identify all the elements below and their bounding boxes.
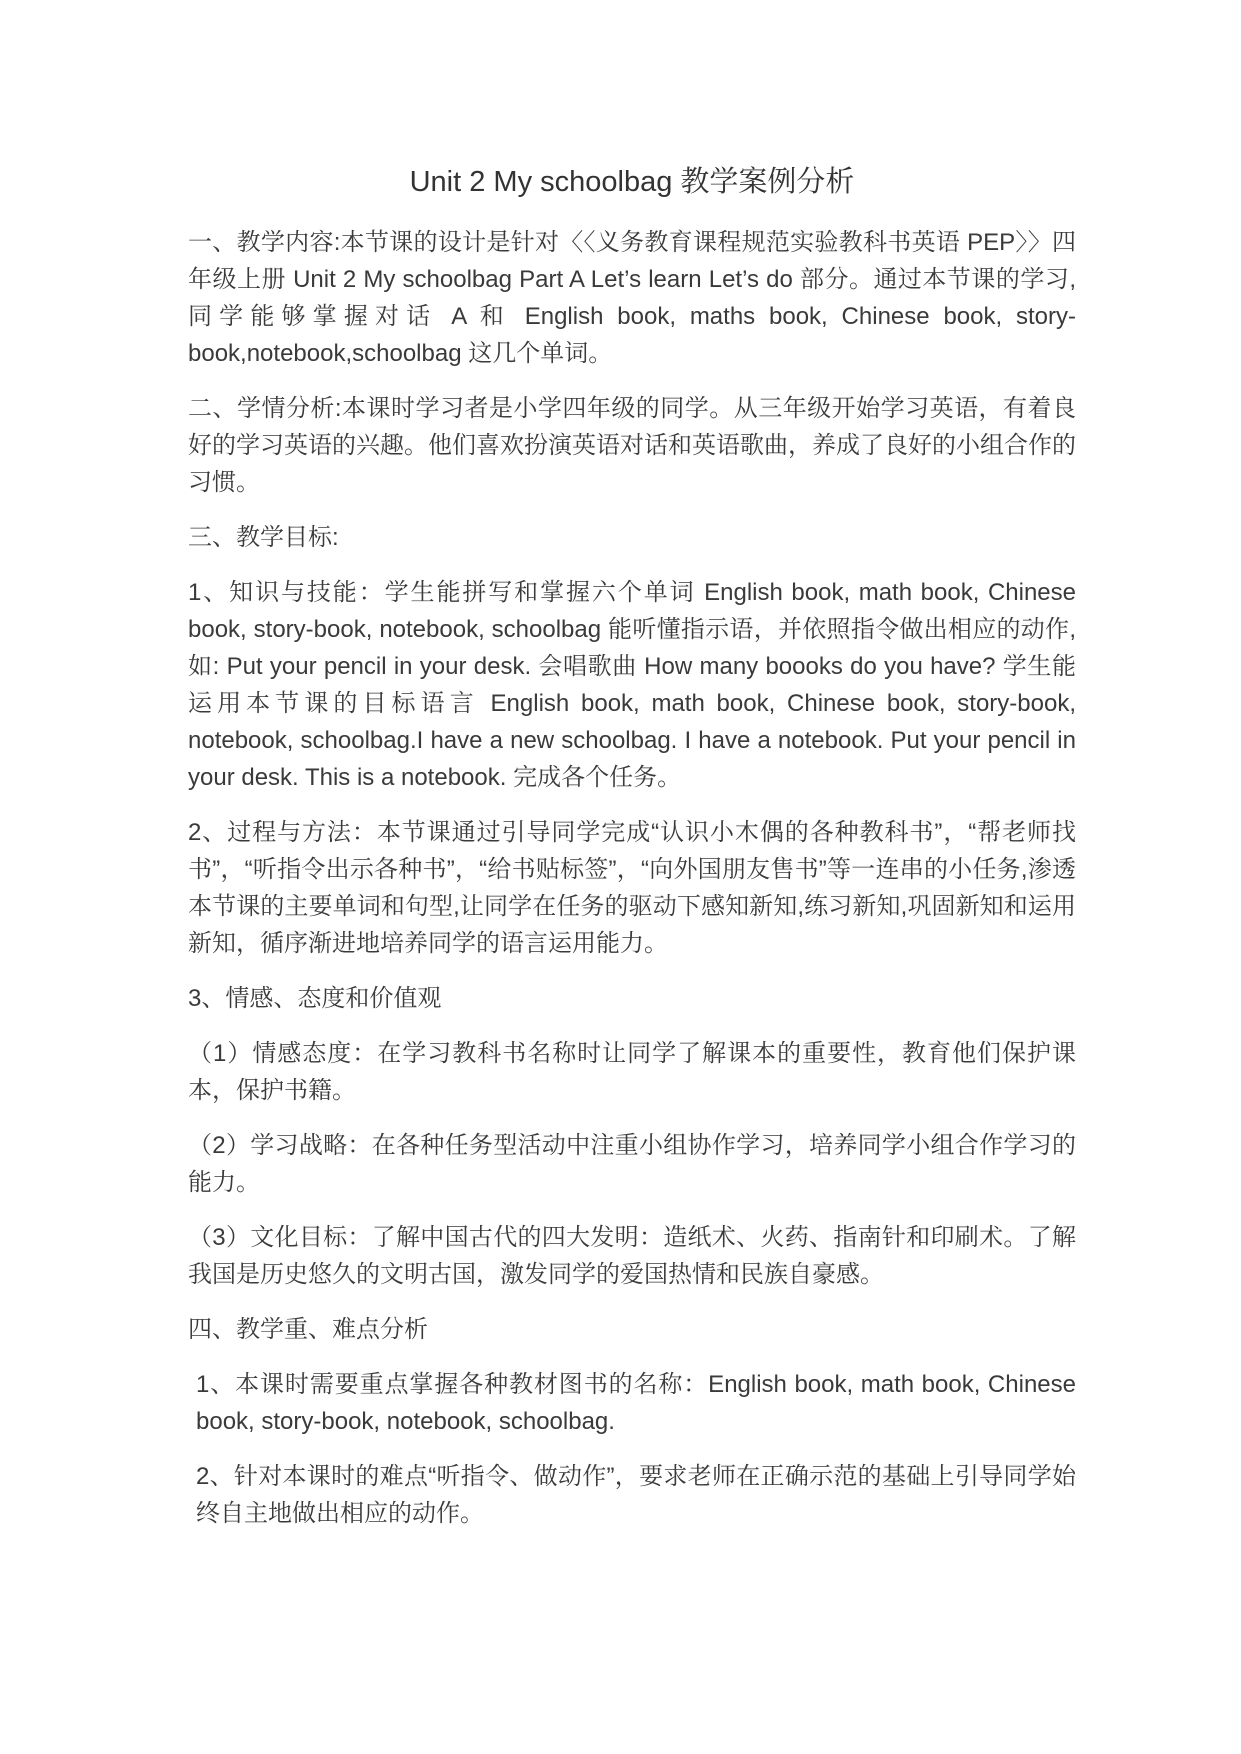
section-learner-analysis: 二、学情分析:本课时学习者是小学四年级的同学。从三年级开始学习英语，有着良好的学习英语的兴趣。他们喜欢扮演英语对话和英语歌曲，养成了良好的小组合作的习惯。 (188, 395, 1076, 496)
document-page (188, 160, 1076, 1550)
objective-culture-item: （3）文化目标：了解中国古代的四大发明：造纸术、火药、指南针和印刷术。了解我国是历史悠久的文明古国，激发同学的爱国热情和民族自豪感。 (188, 1224, 1076, 1288)
objective-emotion-attitude-item: （1）情感态度：在学习教科书名称时让同学了解课本的重要性，教育他们保护课本，保护书籍。 (188, 1040, 1076, 1104)
section-teaching-objectives-heading: 三、教学目标: (188, 524, 339, 551)
difficult-point-item: 2、针对本课时的难点“听指令、做动作”，要求老师在正确示范的基础上引导同学始终自主地做出相应的动作。 (196, 1463, 1076, 1527)
objective-learning-strategy-item: （2）学习战略：在各种任务型活动中注重小组协作学习，培养同学小组合作学习的能力。 (188, 1132, 1076, 1196)
section-teaching-content: 一、教学内容:本节课的设计是针对〈〈义务教育课程规范实验教科书英语 PEP〉〉四年级上册 Unit 2 My schoolbag Part A Let’s learn Let’s do 部分。通过本节课的学习,同学能够掌握对话 A 和 English book, maths book, Chinese book, story-book,notebook,schoolbag 这几个单词。 (188, 229, 1076, 367)
document-title: Unit 2 My schoolbag 教学案例分析 (409, 166, 855, 198)
objective-emotion-attitude-heading: 3、情感、态度和价值观 (188, 985, 442, 1012)
section-key-difficult-points-heading: 四、教学重、难点分析 (188, 1316, 428, 1343)
objective-knowledge-skills: 1、知识与技能：学生能拼写和掌握六个单词 English book, math book, Chinese book, story-book, notebook, schoolbag 能听懂指示语，并依照指令做出相应的动作,如: Put your pencil in your desk. 会唱歌曲 How many boooks do you have? 学生能运用本节课的目标语言 English book, math book, Chinese book, story-book, notebook, schoolbag.I have a new schoolbag. I have a notebook. Put your pencil in your desk. This is a notebook. 完成各个任务。 (188, 579, 1076, 791)
objective-process-methods: 2、过程与方法：本节课通过引导同学完成“认识小木偶的各种教科书”，“帮老师找书”，“听指令出示各种书”，“给书贴标签”，“向外国朋友售书”等一连串的小任务,渗透本节课的主要单词和句型,让同学在任务的驱动下感知新知,练习新知,巩固新知和运用新知，循序渐进地培养同学的语言运用能力。 (188, 819, 1076, 957)
key-point-item: 1、本课时需要重点掌握各种教材图书的名称：English book, math book, Chinese book, story-book, notebook, schoolbag. (196, 1371, 1076, 1435)
